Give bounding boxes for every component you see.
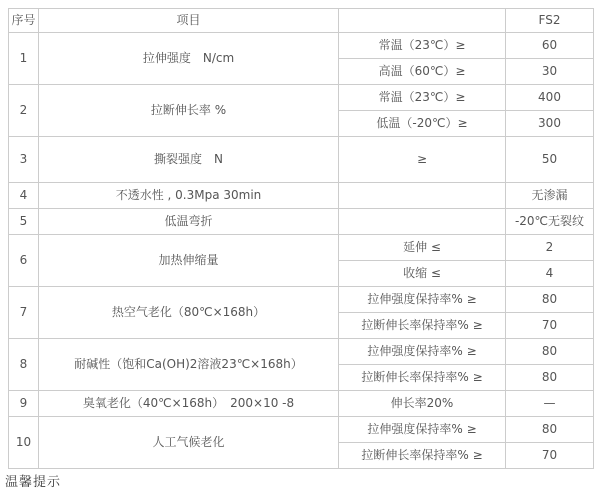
header-value-cell: FS2 [506,9,594,33]
condition-cell: 拉断伸长率保持率% ≥ [339,365,506,391]
value-cell: 80 [506,365,594,391]
seq-cell: 8 [9,339,39,391]
value-cell: — [506,391,594,417]
seq-cell: 2 [9,85,39,137]
item-cell: 拉断伸长率 % [39,85,339,137]
item-cell: 人工气候老化 [39,417,339,469]
condition-cell [339,209,506,235]
condition-cell: 常温（23℃）≥ [339,33,506,59]
condition-cell: 常温（23℃）≥ [339,85,506,111]
seq-cell: 4 [9,183,39,209]
value-cell: -20℃无裂纹 [506,209,594,235]
footer-clipped-text: 温馨提示 [5,475,62,490]
seq-cell: 3 [9,137,39,183]
table-row-1 [9,33,594,59]
header-item-cell: 项目 [39,9,339,33]
header-cond-cell [339,9,506,33]
value-cell: 400 [506,85,594,111]
item-cell: 不透水性 , 0.3Mpa 30min [39,183,339,209]
spec-table [8,8,594,469]
value-cell: 50 [506,137,594,183]
header-seq-cell: 序号 [9,9,39,33]
condition-cell: 拉伸强度保持率% ≥ [339,417,506,443]
condition-cell: 高温（60℃）≥ [339,59,506,85]
item-cell: 耐碱性（饱和Ca(OH)2溶液23℃×168h） [39,339,339,391]
item-cell: 低温弯折 [39,209,339,235]
value-cell: 70 [506,443,594,469]
condition-cell: ≥ [339,137,506,183]
item-cell: 加热伸缩量 [39,235,339,287]
value-cell: 70 [506,313,594,339]
value-cell: 30 [506,59,594,85]
condition-cell: 拉断伸长率保持率% ≥ [339,313,506,339]
seq-cell: 1 [9,33,39,85]
condition-cell: 低温（-20℃）≥ [339,111,506,137]
value-cell: 300 [506,111,594,137]
condition-cell: 伸长率20% [339,391,506,417]
item-cell: 拉伸强度 N/cm [39,33,339,85]
seq-cell: 7 [9,287,39,339]
value-cell: 无渗漏 [506,183,594,209]
seq-cell: 6 [9,235,39,287]
condition-cell: 延伸 ≤ [339,235,506,261]
table-row-3 [9,137,594,183]
value-cell: 80 [506,339,594,365]
table-row-4 [9,183,594,209]
item-cell: 撕裂强度 N [39,137,339,183]
condition-cell [339,183,506,209]
condition-cell: 收缩 ≤ [339,261,506,287]
table-row-2 [9,85,594,111]
condition-cell: 拉断伸长率保持率% ≥ [339,443,506,469]
value-cell: 80 [506,417,594,443]
value-cell: 2 [506,235,594,261]
table-row-7 [9,287,594,313]
value-cell: 4 [506,261,594,287]
table-row-6 [9,235,594,261]
seq-cell: 9 [9,391,39,417]
table-row-9 [9,391,594,417]
table-row-10 [9,417,594,443]
item-cell: 热空气老化（80℃×168h） [39,287,339,339]
seq-cell: 10 [9,417,39,469]
table-row-5 [9,209,594,235]
condition-cell: 拉伸强度保持率% ≥ [339,339,506,365]
header-row [9,9,594,33]
value-cell: 80 [506,287,594,313]
table-row-8 [9,339,594,365]
item-cell: 臭氧老化（40℃×168h） 200×10 -8 [39,391,339,417]
seq-cell: 5 [9,209,39,235]
value-cell: 60 [506,33,594,59]
condition-cell: 拉伸强度保持率% ≥ [339,287,506,313]
